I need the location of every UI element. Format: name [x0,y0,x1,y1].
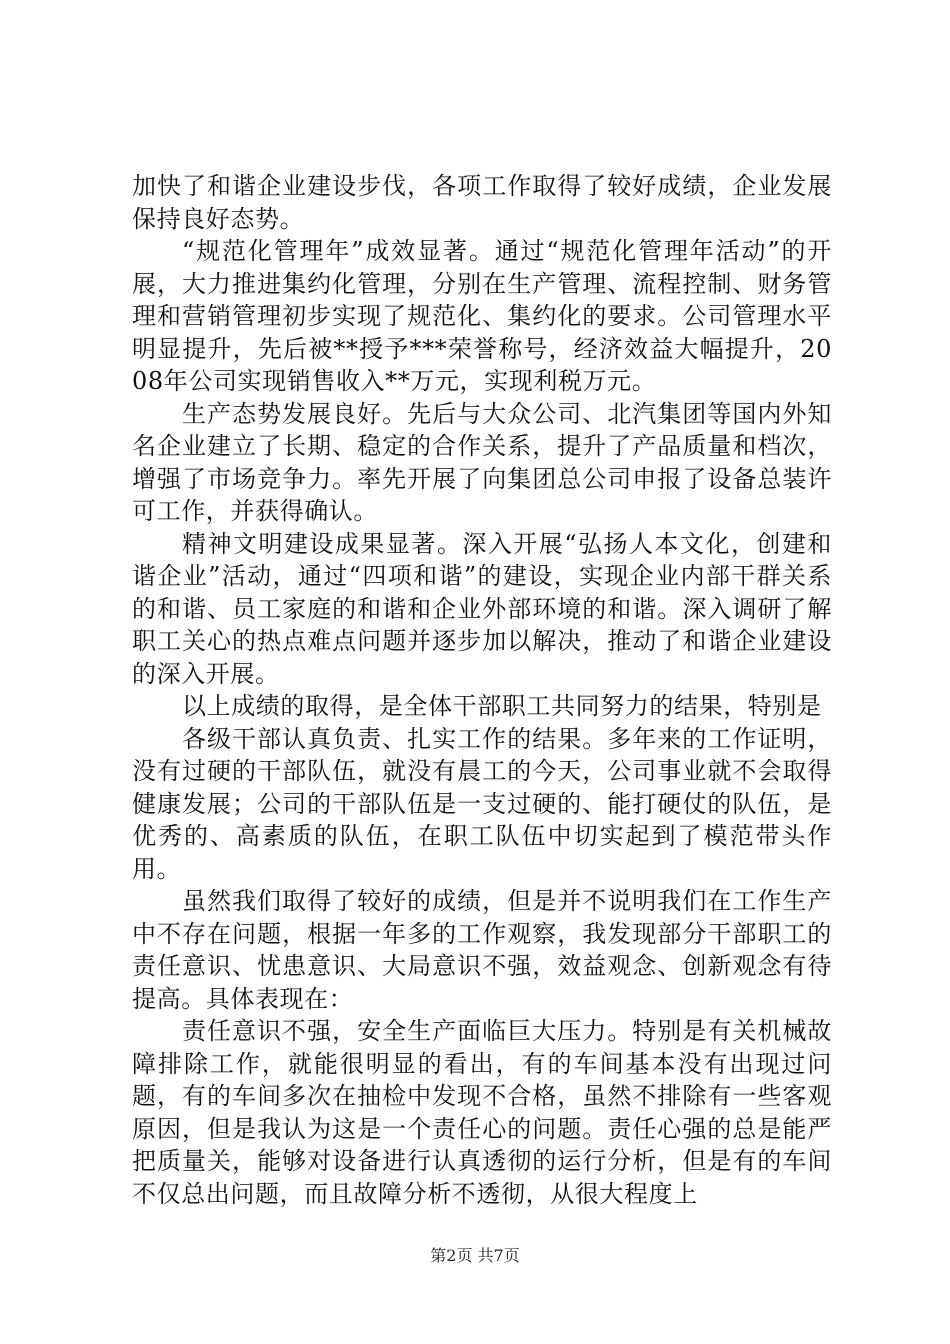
paragraph-1: 加快了和谐企业建设步伐，各项工作取得了较好成绩，企业发展保持良好态势。 [132,172,832,233]
paragraph-5: 以上成绩的取得，是全体干部职工共同努力的结果，特别是 [182,692,822,720]
paragraph-7: 虽然我们取得了较好的成绩，但是并不说明我们在工作生产中不存在问题，根据一年多的工作观察，我发现部分干部职工的责任意识、忧患意识、大局意识不强，效益观念、创新观念有待提高。具体表现在： [132,887,832,1013]
paragraph-8: 责任意识不强，安全生产面临巨大压力。特别是有关机械故障排除工作，就能很明显的看出，有的车间基本没有出现过问题，有的车间多次在抽检中发现不合格，虽然不排除有一些客观原因，但是我认为这是一个责任心的问题。责任心强的总是能严把质量关，能够对设备进行认真透彻的运行分析，但是有的车间不仅总出问题，而且故障分析不透彻，从很大程度上 [132,1017,832,1208]
paragraph-6: 各级干部认真负责、扎实工作的结果。多年来的工作证明，没有过硬的干部队伍，就没有晨工的今天，公司事业就不会取得健康发展；公司的干部队伍是一支过硬的、能打硬仗的队伍，是优秀的、高素质的队伍，在职工队伍中切实起到了模范带头作用。 [132,724,832,883]
page-number-footer: 第2页 共7页 [430,1246,520,1265]
paragraph-2: “规范化管理年”成效显著。通过“规范化管理年活动”的开展，大力推进集约化管理，分别在生产管理、流程控制、财务管理和营销管理初步实现了规范化、集约化的要求。公司管理水平明显提升，先后被**授予***荣誉称号，经济效益大幅提升，2008年公司实现销售收入**万元，实现利税万元。 [132,237,832,395]
paragraph-4: 精神文明建设成果显著。深入开展“弘扬人本文化，创建和谐企业”活动，通过“四项和谐”的建设，实现企业内部干群关系的和谐、员工家庭的和谐和企业外部环境的和谐。深入调研了解职工关心的热点难点问题并逐步加以解决，推动了和谐企业建设的深入开展。 [132,529,832,688]
document-body [132,170,832,1210]
paragraph-3: 生产态势发展良好。先后与大众公司、北汽集团等国内外知名企业建立了长期、稳定的合作关系，提升了产品质量和档次，增强了市场竞争力。率先开展了向集团总公司申报了设备总装许可工作，并获得确认。 [132,399,832,525]
